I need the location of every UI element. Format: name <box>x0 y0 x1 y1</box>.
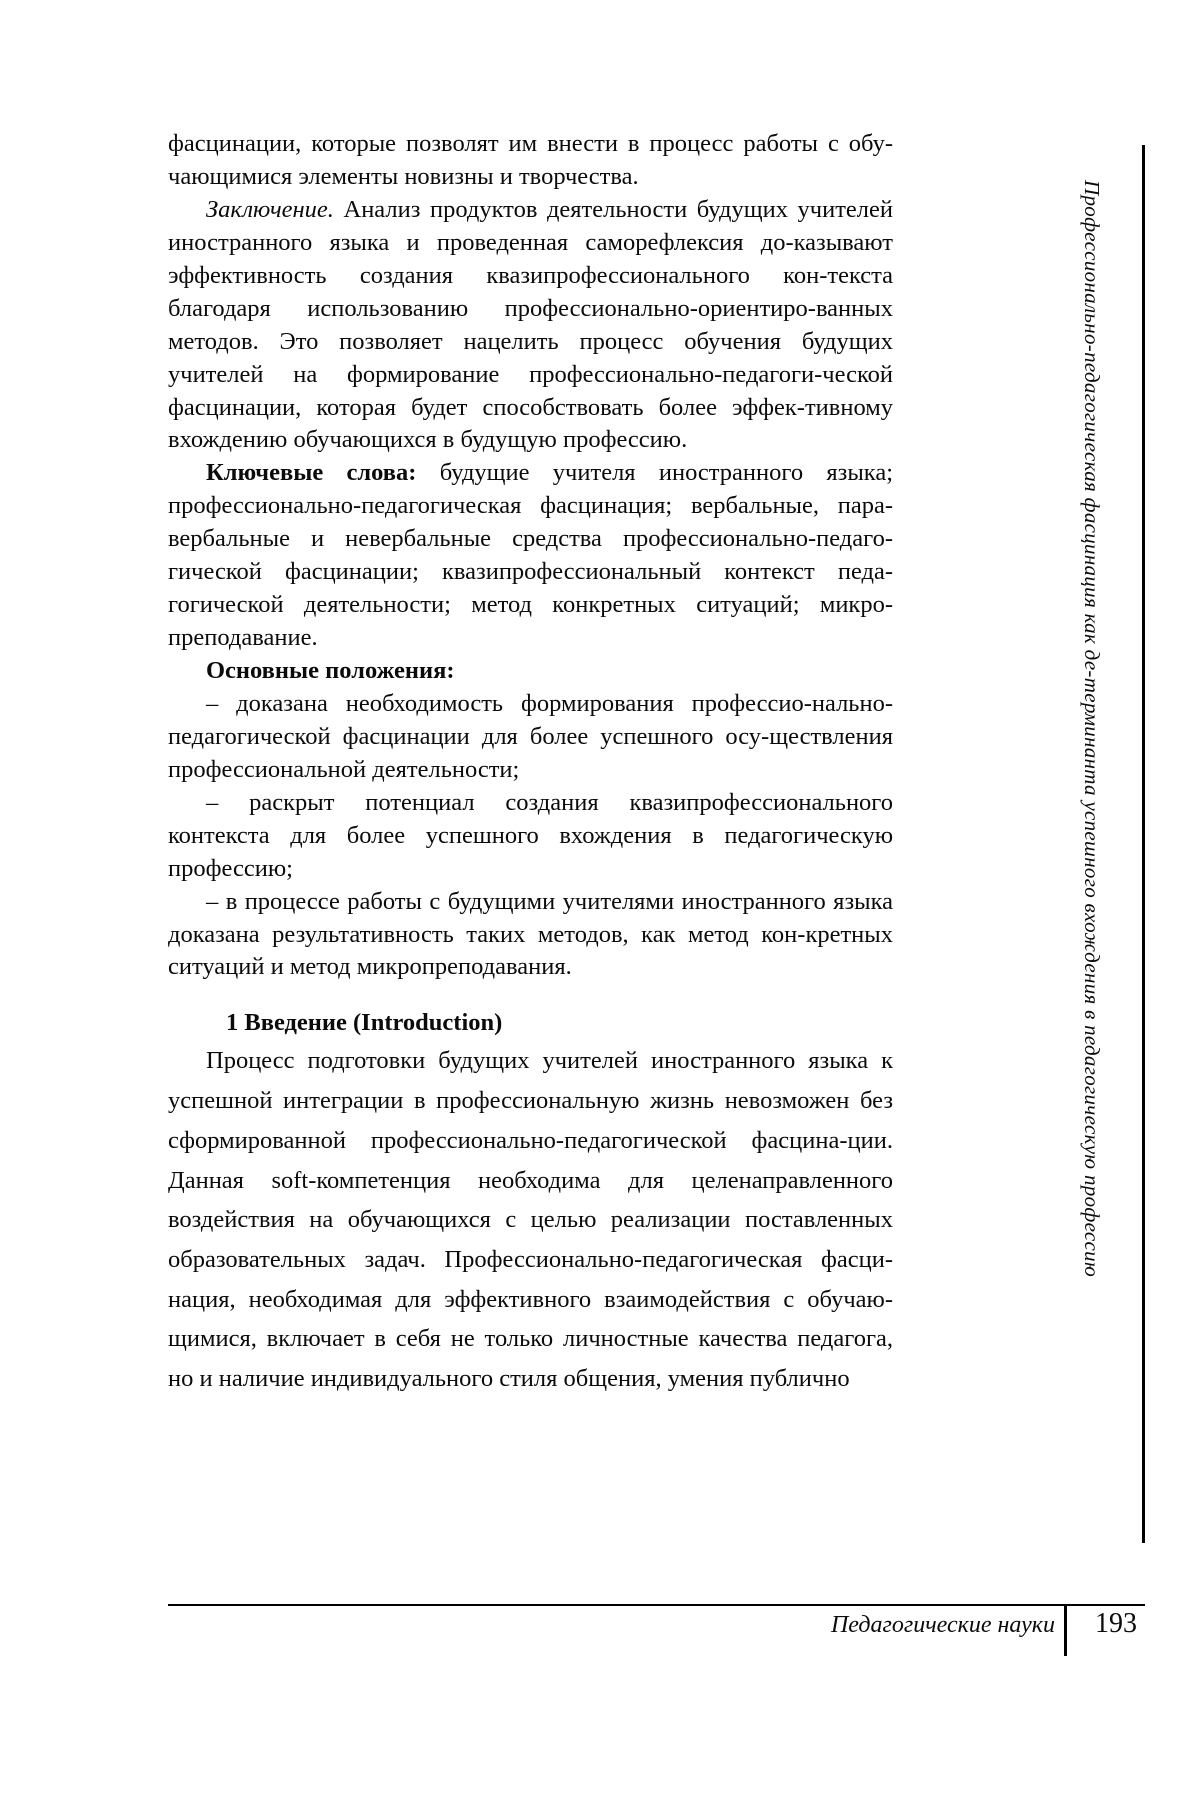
section-heading-introduction: 1 Введение (Introduction) <box>226 1009 503 1037</box>
main-point-item-2: – раскрыт потенциал создания квазипрофессионального контекста для более успешного вхождения в педагогическую профессию; <box>168 788 893 882</box>
footer-content <box>168 1608 1145 1640</box>
paragraph-introduction: Процесс подготовки будущих учителей иностранного языка к успешной интеграции в профессиональную жизнь невозможен без сформированной профессионально-педагогической фасцина-ции. Данная soft-компетенция необходима для целенаправленного воздействия на обучающихся с целью реализации поставленных образовательных задач. Профессионально-педагогическая фасци-нация, необходимая для эффективного взаимодействия с обучаю-щимися, включает в себя не только личностные качества педагога, но и наличие индивидуального стиля общения, умения публично <box>168 1047 893 1392</box>
paragraph-keywords <box>168 457 893 655</box>
paragraph-continuation: фасцинации, которые позволят им внести в процесс работы с обу-чающимися элементы новизны и творчества. <box>168 130 893 190</box>
side-vertical-rule <box>1142 145 1145 1543</box>
conclusion-lead-label: Заключение. <box>206 195 334 223</box>
footer-rule <box>168 1604 1145 1606</box>
running-head-vertical <box>1072 180 1112 1330</box>
footer-section-label: Педагогические науки <box>830 1612 1055 1638</box>
footer-divider <box>1064 1604 1067 1656</box>
page-footer <box>168 1604 1145 1652</box>
page-number: 193 <box>1095 1608 1137 1639</box>
main-points-heading: Основные положения: <box>206 657 455 684</box>
running-head-text: Профессионально-педагогическая фасцинация как де-терминанта успешного вхождения в педагогическую профессию <box>1080 180 1104 1278</box>
paragraph-conclusion <box>168 194 893 458</box>
main-point-item-3: – в процессе работы с будущими учителями иностранного языка доказана результативность таких методов, как метод кон-кретных ситуаций и метод микропреподавания. <box>168 887 893 981</box>
keywords-lead-label: Ключевые слова: <box>206 459 417 487</box>
keywords-body-text: будущие учителя иностранного языка; профессионально-педагогическая фасцинация; вербальные, пара-вербальные и невербальные средства профессионально-педаго-гической фасцинации; квазипрофессиональный контекст педа-гогической деятельности; метод конкретных ситуаций; микро-преподавание. <box>168 459 894 652</box>
main-text-column <box>168 128 893 1399</box>
main-point-item-1: – доказана необходимость формирования профессио-нально-педагогической фасцинации для более успешного осу-ществления профессиональной деятельности; <box>168 689 893 783</box>
conclusion-body-text: Анализ продуктов деятельности будущих учителей иностранного языка и проведенная саморефлексия до-казывают эффективность создания квазипрофессионального кон-текста благодаря использованию профессионально-ориентиро-ванных методов. Это позволяет нацелить процесс обучения будущих учителей на формирование профессионально-педагоги-ческой фасцинации, которая будет способствовать более эффек-тивному вхождению обучающихся в будущую профессию. <box>168 195 893 454</box>
